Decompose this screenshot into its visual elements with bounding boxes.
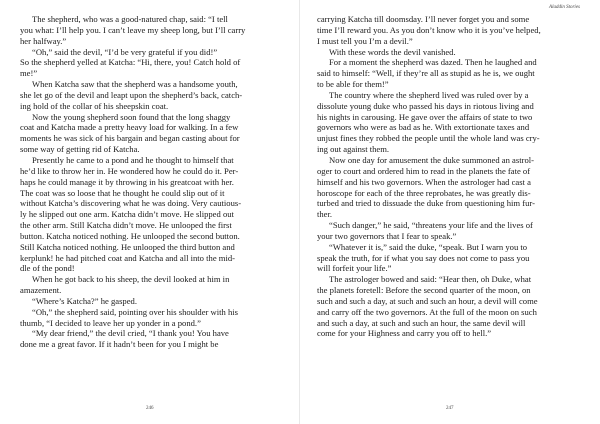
text-line: For a moment the shepherd was dazed. Then he laughed and (329, 57, 537, 68)
left-page-number: 246 (146, 406, 154, 411)
text-line: said to himself: “Well, if they’re all as stupid as he is, we ought (317, 68, 535, 79)
text-line: Now the young shepherd soon found that the long shaggy (32, 111, 231, 122)
text-line: Presently he came to a pond and he thought to himself that (32, 154, 234, 165)
text-line: thumb, “I decided to leave her up yonder in a pond.” (20, 317, 201, 328)
text-line: ther. (317, 209, 333, 220)
text-line: done me a great favor. If it hadn’t been for you I might be (20, 339, 219, 350)
right-page-number: 247 (446, 406, 454, 411)
text-line: “My dear friend,” the devil cried, “I thank you! You have (32, 328, 229, 339)
text-line: ing hold of the collar of his sheepskin coat. (20, 100, 169, 111)
text-line: she let go of the devil and leapt upon the shepherd’s back, catch- (20, 89, 243, 100)
text-line: you what: I’ll help you. I can’t leave my sheep long, but I’ll carry (20, 24, 246, 35)
text-line: come for your Highness and carry you off to hell.” (317, 328, 492, 339)
text-line: The coat was so loose that he thought he could slip out of it (20, 187, 225, 198)
text-line: “Oh,” the shepherd said, pointing over his shoulder with his (32, 306, 238, 317)
text-line: dle of the pond! (20, 263, 75, 274)
text-line: The astrologer bowed and said: “Hear then, oh Duke, what (329, 274, 532, 285)
text-line: When Katcha saw that the shepherd was a handsome youth, (32, 79, 238, 90)
text-line: to be able for them!” (317, 79, 389, 90)
text-line: The shepherd, who was a good-natured chap, said: “I tell (32, 14, 228, 24)
text-line: and carry off the two governors. At the full of the moon on such (317, 306, 537, 317)
text-line: the planets foretell: Before the second quarter of the moon, on (317, 285, 531, 296)
text-line: “Oh,” said the devil, “I’d be very grateful if you did!” (32, 46, 218, 57)
text-line: himself and his two governors. When the astrologer had cast a (317, 176, 531, 187)
text-line: without Katcha’s discovering what he was doing. Very cautious- (20, 198, 242, 209)
text-line: carrying Katcha till doomsday. I’ll never forget you and some (317, 14, 530, 24)
text-line: such and such a day, at such and such an hour, a devil will come (317, 295, 538, 306)
text-line: coat and Katcha made a pretty heavy load for walking. In a few (20, 122, 239, 133)
text-line: time I’ll reward you. As you don’t know who it is you’ve helped, (317, 24, 541, 35)
text-line: your two governors that I fear to speak.” (317, 230, 457, 241)
text-line: When he got back to his sheep, the devil looked at him in (32, 274, 230, 285)
text-line: haps he could manage it by throwing in his greatcoat with her. (20, 176, 234, 187)
text-line: “Whatever it is,” said the duke, “speak. But I warn you to (329, 241, 528, 252)
text-line: will forfeit your life.” (317, 263, 392, 274)
text-line: I must tell you I’m a devil.” (317, 35, 413, 46)
text-line: kerplunk! he had pitched coat and Katcha and all into the mid- (20, 252, 236, 263)
text-line: governors who were as bad as he. With extortionate taxes and (317, 122, 530, 133)
text-line: button. Katcha noticed nothing. He unlooped the second button. (20, 230, 240, 241)
right-page (300, 0, 600, 424)
text-line: So the shepherd yelled at Katcha: “Hi, there, you! Catch hold of (20, 57, 241, 68)
text-line: unjust fines they robbed the people until the whole land was cry- (317, 133, 540, 144)
text-line: “Where’s Katcha?” he gasped. (32, 295, 137, 306)
text-line: oger to court and ordered him to read in the planets the fate of (317, 165, 531, 176)
left-page-text (20, 14, 292, 350)
text-line: The country where the shepherd lived was ruled over by a (329, 89, 529, 100)
text-line: Still Katcha noticed nothing. He unlooped the third button and (20, 241, 235, 252)
right-page-text (317, 14, 587, 339)
text-line: turbed and tried to dissuade the duke from questioning him fur- (317, 198, 535, 209)
text-line: his nights in carousing. He gave over the affairs of state to two (317, 111, 533, 122)
text-line: some way of getting rid of Katcha. (20, 144, 140, 155)
text-line: and such a day, at such and such an hour, the same devil will (317, 317, 526, 328)
text-line: moments he was sick of his bargain and began casting about for (20, 133, 240, 144)
text-line: the other arm. Still Katcha didn’t move. He unlooped the first (20, 220, 232, 231)
text-line: ing out against them. (317, 144, 390, 155)
text-line: amazement. (20, 285, 62, 296)
text-line: dissolute young duke who passed his days in riotous living and (317, 100, 534, 111)
text-line: her halfway.” (20, 35, 67, 46)
text-line: “Such danger,” he said, “threatens your life and the lives of (329, 220, 533, 231)
running-header: Aladdin Stories (549, 5, 580, 10)
text-line: With these words the devil vanished. (329, 46, 456, 57)
text-line: speak the truth, for if what you say does not come to pass you (317, 252, 530, 263)
text-line: me!” (20, 68, 38, 79)
text-line: he’d like to throw her in. He wondered how he could do it. Per- (20, 165, 239, 176)
text-line: horoscope for each of the three reprobates, he was greatly dis- (317, 187, 531, 198)
text-line: ly he slipped out one arm. Katcha didn’t move. He slipped out (20, 209, 234, 220)
text-line: Now one day for amusement the duke summoned an astrol- (329, 154, 535, 165)
